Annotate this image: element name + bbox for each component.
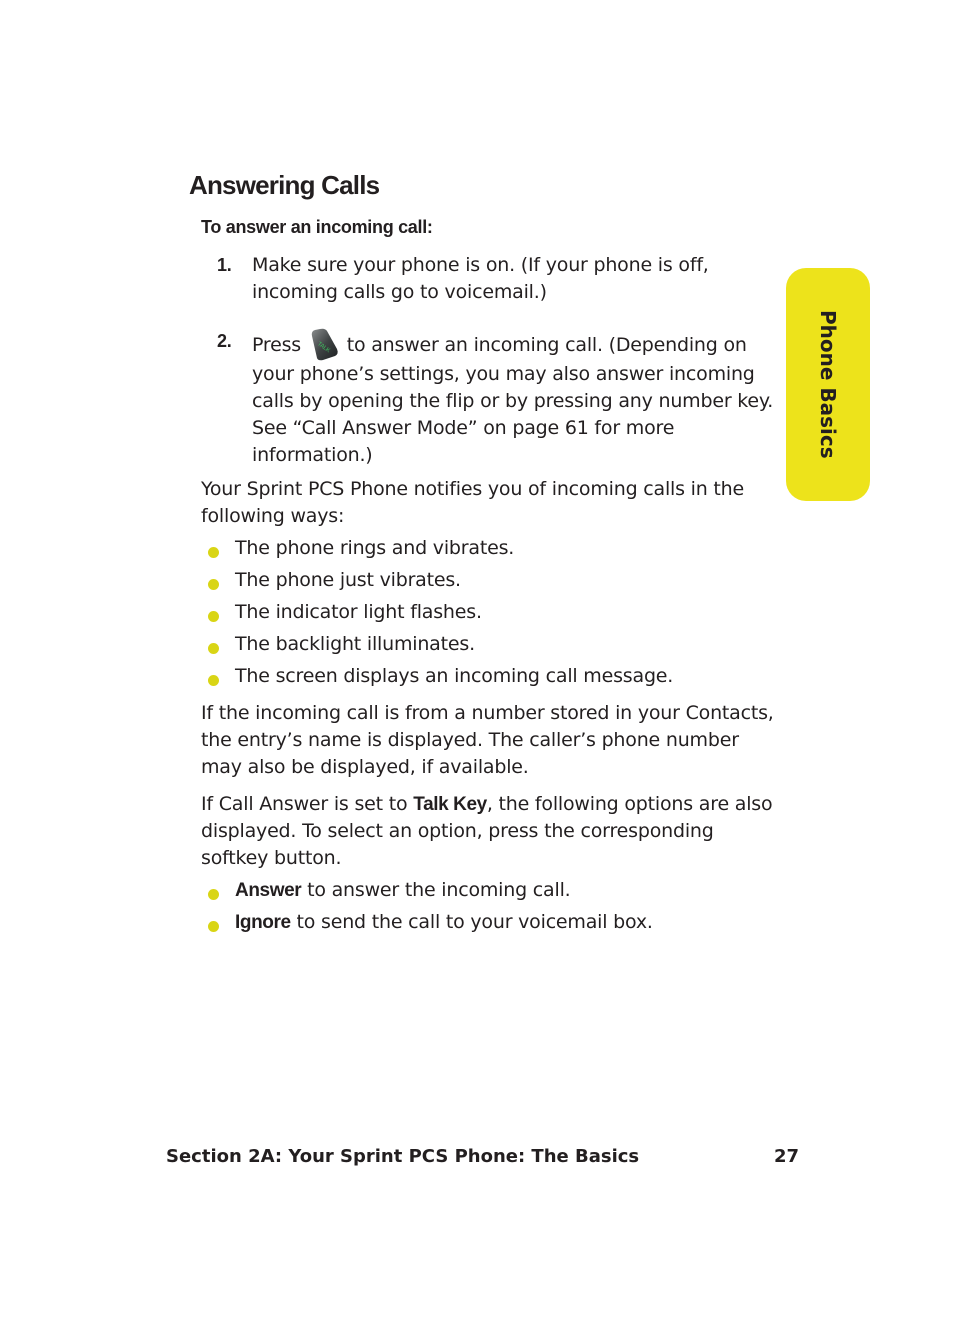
procedure-intro: To answer an incoming call:	[201, 217, 433, 237]
list-item: The phone just vibrates.	[208, 567, 673, 599]
step-number: 1.	[217, 255, 232, 275]
page-number: 27	[774, 1146, 800, 1167]
list-item: Answer to answer the incoming call.	[208, 877, 653, 909]
bullet-icon	[208, 921, 219, 932]
option-name: Ignore	[235, 912, 291, 933]
footer-section-title: Section 2A: Your Sprint PCS Phone: The Basics	[166, 1146, 640, 1167]
bullet-icon	[208, 547, 219, 558]
options-list	[208, 877, 653, 941]
bullet-icon	[208, 675, 219, 686]
page-heading: Answering Calls	[189, 170, 380, 200]
step-text-before: Press	[252, 334, 302, 356]
talk-key-label: TALK	[315, 341, 331, 355]
bullet-icon	[208, 611, 219, 622]
list-item: The screen displays an incoming call message.	[208, 663, 673, 695]
bullet-icon	[208, 579, 219, 590]
list-item: The backlight illuminates.	[208, 631, 673, 663]
section-tab-label: Phone Basics	[816, 310, 840, 459]
talk-key-term: Talk Key	[413, 794, 487, 815]
step-text: Make sure your phone is on. (If your phone is off, incoming calls go to voicemail.)	[252, 254, 709, 303]
list-item: The indicator light flashes.	[208, 599, 673, 631]
bullet-icon	[208, 889, 219, 900]
talk-key-icon	[309, 328, 339, 361]
section-tab	[786, 268, 870, 501]
notify-list	[208, 535, 673, 695]
contacts-paragraph: If the incoming call is from a number stored in your Contacts, the entry’s name is displayed. The caller’s phone number may also be displayed, if available.	[201, 702, 774, 778]
option-name: Answer	[235, 880, 302, 901]
bullet-icon	[208, 643, 219, 654]
step-text-after: to answer an incoming call. (Depending on your phone’s settings, you may also answer incoming calls by opening the flip or by pressing any number key. See “Call Answer Mode” on page 61 for more information.)	[252, 334, 774, 466]
talk-key-paragraph: If Call Answer is set to Talk Key, the following options are also displayed. To select an option, press the corresponding softkey button.	[201, 793, 773, 869]
notify-intro: Your Sprint PCS Phone notifies you of incoming calls in the following ways:	[201, 478, 745, 527]
list-item: Ignore to send the call to your voicemail box.	[208, 909, 653, 941]
list-item: The phone rings and vibrates.	[208, 535, 673, 567]
step-text	[252, 328, 777, 469]
step-number: 2.	[217, 331, 232, 351]
